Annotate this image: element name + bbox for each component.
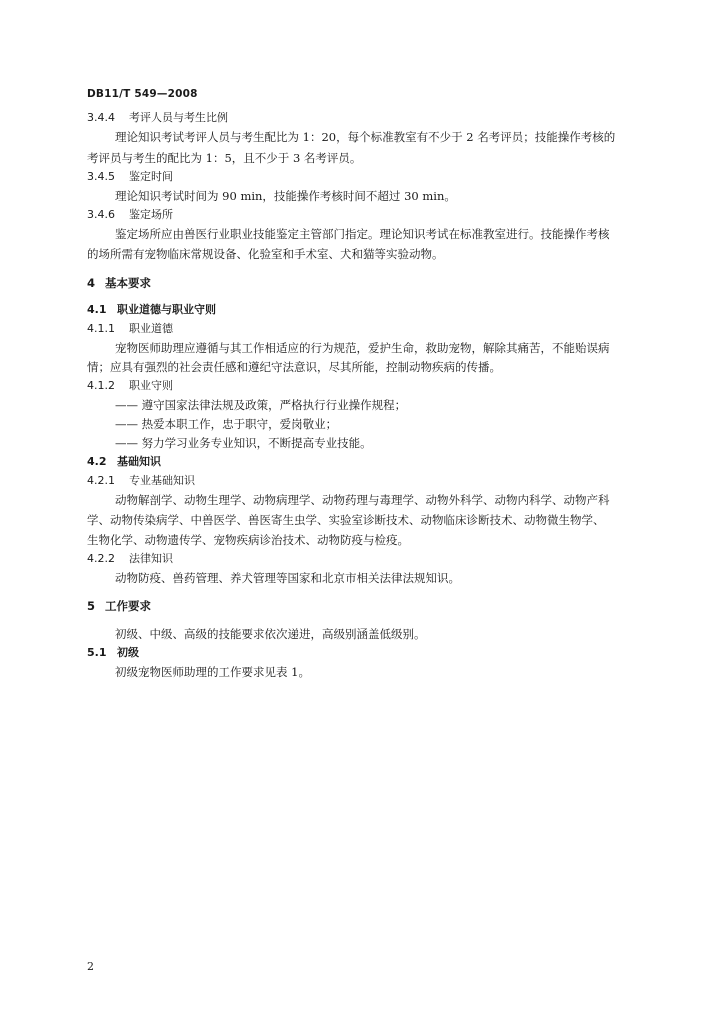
- paragraph-line: 理论知识考试时间为 90 min，技能操作考核时间不超过 30 min。: [115, 189, 456, 203]
- section-title: 法律知识: [129, 552, 173, 565]
- paragraph-line: 的场所需有宠物临床常规设备、化验室和手术室、犬和猫等实验动物。: [87, 247, 444, 261]
- section-title: 职业守则: [129, 379, 173, 392]
- section-heading-4-1-1: [87, 321, 658, 337]
- section-number: 4.1.1: [87, 322, 115, 335]
- section-heading-4-2-1: [87, 473, 658, 489]
- section-number: 4.2.2: [87, 552, 115, 565]
- section-title: 专业基础知识: [129, 474, 195, 487]
- section-number: 4.1.2: [87, 379, 115, 392]
- section-title: 工作要求: [105, 599, 151, 613]
- section-number: 3.4.6: [87, 208, 115, 221]
- section-number: 5: [87, 599, 96, 613]
- paragraph-line: 生物化学、动物遗传学、宠物疾病诊治技术、动物防疫与检疫。: [87, 533, 409, 547]
- section-number: 5.1: [87, 646, 107, 659]
- section-heading-4-2: [87, 454, 658, 470]
- section-heading-3-4-4: [87, 110, 658, 126]
- paragraph-line: 动物解剖学、动物生理学、动物病理学、动物药理与毒理学、动物外科学、动物内科学、动物产科: [115, 493, 610, 507]
- section-heading-3-4-6: [87, 207, 658, 223]
- section-number: 4.1: [87, 303, 107, 316]
- paragraph-line: 宠物医师助理应遵循与其工作相适应的行为规范，爱护生命，救助宠物，解除其痛苦，不能贻误病: [115, 341, 610, 355]
- section-number: 4.2: [87, 455, 107, 468]
- section-heading-4-1: [87, 302, 658, 318]
- section-number: 4.2.1: [87, 474, 115, 487]
- paragraph-line: 初级宠物医师助理的工作要求见表 1。: [115, 665, 310, 679]
- section-title: 基本要求: [105, 276, 151, 290]
- section-heading-5: [87, 598, 658, 614]
- paragraph-line: 理论知识考试考评人员与考生配比为 1：20，每个标准教室有不少于 2 名考评员；技能操作考核的: [115, 130, 616, 144]
- section-number: 3.4.4: [87, 111, 115, 124]
- paragraph-line: 学、动物传染病学、中兽医学、兽医寄生虫学、实验室诊断技术、动物临床诊断技术、动物微生物学、: [87, 513, 605, 527]
- section-title: 考评人员与考生比例: [129, 111, 228, 124]
- list-item: —— 遵守国家法律法规及政策，严格执行行业操作规程；: [115, 398, 407, 412]
- section-title: 职业道德: [129, 322, 173, 335]
- document-code: DB11/T 549—2008: [87, 88, 198, 100]
- section-heading-4: [87, 275, 658, 291]
- list-item: —— 热爱本职工作，忠于职守，爱岗敬业；: [115, 417, 338, 431]
- section-heading-5-1: [87, 645, 658, 661]
- paragraph-line: 初级、中级、高级的技能要求依次递进，高级别涵盖低级别。: [115, 627, 426, 641]
- section-heading-4-1-2: [87, 378, 658, 394]
- paragraph-line: 情；应具有强烈的社会责任感和遵纪守法意识，尽其所能，控制动物疾病的传播。: [87, 360, 501, 374]
- section-title: 初级: [117, 646, 139, 659]
- section-title: 鉴定场所: [129, 208, 173, 221]
- section-title: 基础知识: [117, 455, 161, 468]
- section-number: 4: [87, 276, 96, 290]
- page-number: 2: [87, 960, 94, 973]
- section-heading-3-4-5: [87, 169, 658, 185]
- section-number: 3.4.5: [87, 170, 115, 183]
- section-title: 鉴定时间: [129, 170, 173, 183]
- section-heading-4-2-2: [87, 551, 658, 567]
- section-title: 职业道德与职业守则: [117, 303, 216, 316]
- paragraph-line: 动物防疫、兽药管理、养犬管理等国家和北京市相关法律法规知识。: [115, 571, 460, 585]
- list-item: —— 努力学习业务专业知识，不断提高专业技能。: [115, 436, 372, 450]
- paragraph-line: 考评员与考生的配比为 1：5，且不少于 3 名考评员。: [87, 151, 362, 165]
- paragraph-line: 鉴定场所应由兽医行业职业技能鉴定主管部门指定。理论知识考试在标准教室进行。技能操作考核: [115, 227, 610, 241]
